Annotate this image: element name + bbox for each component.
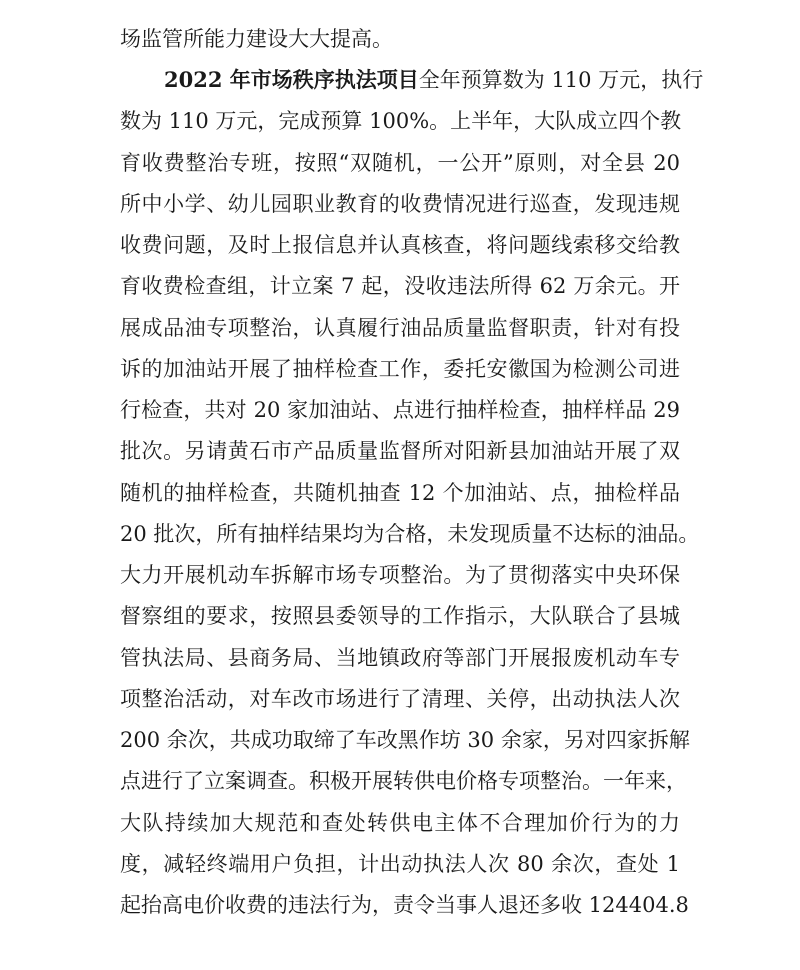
text-line-20: 大队持续加大规范和查处转供电主体不合理加价行为的力 [120, 811, 680, 835]
text-line-13: 20 批次，所有抽样结果均为合格，未发现质量不达标的油品。 [120, 522, 700, 546]
text-line-3: 数为 110 万元，完成预算 100%。上半年，大队成立四个教 [120, 109, 682, 133]
text-line-7: 育收费检查组，计立案 7 起，没收违法所得 62 万余元。开 [120, 274, 680, 298]
text-line-21: 度，减轻终端用户负担，计出动执法人次 80 余次，查处 1 [120, 852, 680, 876]
text-line-6: 收费问题，及时上报信息并认真核查，将问题线索移交给教 [120, 233, 680, 257]
text-line-9: 诉的加油站开展了抽样检查工作，委托安徽国为检测公司进 [120, 357, 680, 381]
paragraph-2-first-line [164, 66, 704, 94]
text-line-17: 项整治活动，对车改市场进行了清理、关停，出动执法人次 [120, 687, 680, 711]
text-line-18: 200 余次，共成功取缔了车改黑作坊 30 余家，另对四家拆解 [120, 728, 690, 752]
paragraph-2-first-line-text: 全年预算数为 110 万元，执行 [418, 68, 704, 92]
text-line-5: 所中小学、幼儿园职业教育的收费情况进行巡查，发现违规 [120, 192, 680, 216]
section-heading: 2022 年市场秩序执法项目 [164, 67, 419, 92]
text-line-4: 育收费整治专班，按照“双随机，一公开”原则，对全县 20 [120, 151, 680, 175]
text-line-16: 管执法局、县商务局、当地镇政府等部门开展报废机动车专 [120, 646, 680, 670]
text-line-1: 场监管所能力建设大大提高。 [120, 27, 393, 51]
text-line-12: 随机的抽样检查，共随机抽查 12 个加油站、点，抽检样品 [120, 481, 680, 505]
text-line-8: 展成品油专项整治，认真履行油品质量监督职责，针对有投 [120, 316, 680, 340]
text-line-11: 批次。另请黄石市产品质量监督所对阳新县加油站开展了双 [120, 439, 680, 463]
text-line-10: 行检查，共对 20 家加油站、点进行抽样检查，抽样样品 29 [120, 398, 680, 422]
text-line-22: 起抬高电价收费的违法行为，责令当事人退还多收 124404.8 [120, 893, 689, 917]
text-line-14: 大力开展机动车拆解市场专项整治。为了贯彻落实中央环保 [120, 563, 680, 587]
text-line-15: 督察组的要求，按照县委领导的工作指示，大队联合了县城 [120, 604, 680, 628]
text-line-19: 点进行了立案调查。积极开展转供电价格专项整治。一年来， [120, 769, 687, 793]
